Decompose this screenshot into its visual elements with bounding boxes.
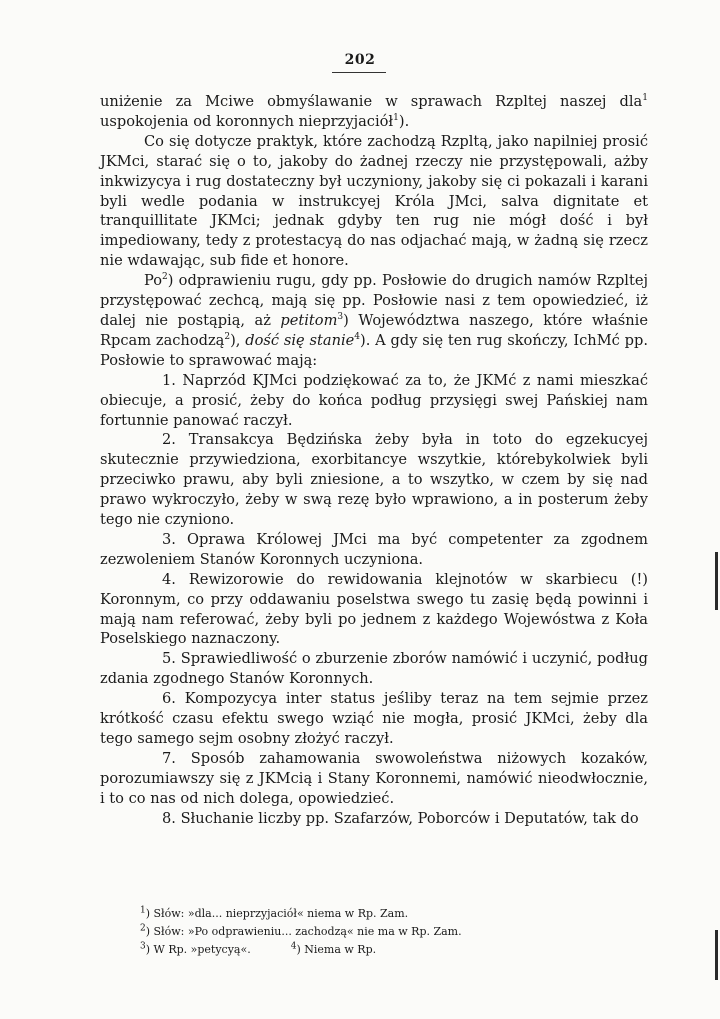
footnote-ref: 3 bbox=[337, 312, 344, 323]
footnote: $^1$) Słów: »dla... nieprzyjaciół« niema w Rp. Zam. bbox=[140, 905, 409, 920]
numbered-item: 4. Rewizorowie do rewidowania klejnotów w skarbiecu (!) Koronnym, co przy oddawaniu poselstwa swego tu zasię będą powinni i mają nam referować, żeby byli po jednem z każdego Wojewóstwa z Koła Poselskiego naznaczony. bbox=[100, 570, 648, 648]
footnote: $^2$) Słów: »Po odprawieniu... zachodzą« nie ma w Rp. Zam. bbox=[140, 923, 462, 938]
paragraph: Co się dotycze praktyk, które zachodzą Rzpltą, jako napilniej prosić JKMci, starać się o to, jakoby do żadnej rzeczy nie przystępowali, ażby inkwizycya i rug dostateczny był uczyniony, jakoby się ci pokazali i karani byli wedle podania w instrukcyej Króla JMci, salva dignitate et tranquillitate JKMci; jednak gdyby ten rug nie mógł dość i był impediowany, tedy z protestacyą do nas odjachać mają, w żadną się rzecz nie wdawając, sub fide et honore. bbox=[100, 132, 648, 270]
numbered-item: 5. Sprawiedliwość o zburzenie zborów namówić i uczynić, podług zdania zgodnego Stanów Koronnych. bbox=[100, 650, 648, 688]
paragraph-continuation: uniżenie za Mciwe obmyślawanie w sprawach Rzpltej naszej dla$^1$ uspokojenia od koronnych nieprzyjaciół$^1$). bbox=[100, 93, 648, 130]
main-text bbox=[100, 92, 648, 829]
scan-edge-mark bbox=[715, 552, 718, 610]
footnote-ref: 2 bbox=[224, 332, 231, 343]
italic-text: petitom bbox=[280, 311, 338, 329]
scan-edge-mark bbox=[715, 930, 718, 980]
header-rule bbox=[332, 72, 386, 73]
paragraph: Po$^2$) odprawieniu rugu, gdy pp. Posłowie do drugich namów Rzpltej przystępować zechcą, mają się pp. Posłowie nasi z tem opowiedzieć, iż dalej nie postąpią, aż petitom$^3$) Województwa naszego, które właśnie Rpcam zachodzą$^2$), dość się stanie$^4$). A gdy się ten rug skończy, IchMć pp. Posłowie to sprawować mają: bbox=[100, 272, 648, 369]
page-number: 202 bbox=[344, 52, 376, 68]
numbered-item: 8. Słuchanie liczby pp. Szafarzów, Poborców i Deputatów, tak do bbox=[162, 809, 639, 827]
footnote-ref: 1 bbox=[393, 113, 399, 124]
numbered-item: 6. Kompozycya inter status jeśliby teraz na tem sejmie przez krótkość czasu efektu swego wziąć nie mogła, prosić JKMci, żeby dla tego samego sejm osobny złożyć raczył. bbox=[100, 690, 648, 747]
footnotes bbox=[140, 905, 600, 959]
footnote-ref: 4 bbox=[354, 332, 361, 343]
italic-text: dość się stanie bbox=[245, 331, 355, 349]
numbered-item: 7. Sposób zahamowania swowoleństwa niżowych kozaków, porozumiawszy się z JKMcią i Stany Koronnemi, namówić nieodwłocznie, i to co nas od nich dolega, opowiedzieć. bbox=[100, 749, 648, 807]
numbered-item: 2. Transakcya Będzińska żeby była in toto do egzekucyej skutecznie przywiedziona, exorbitancye wszytkie, którebykolwiek byli przeciwko prawu, aby byli zniesione, a to wszytko, w czem by się nad prawo wykroczyło, żeby w swą rezę było wprawiono, a in posterum żeby tego nie czyniono. bbox=[100, 431, 648, 529]
footnote-ref: 2 bbox=[162, 272, 168, 283]
footnote-ref: 1 bbox=[642, 93, 648, 104]
numbered-item: 1. Naprzód KJMci podziękować za to, że JKMć z nami mieszkać obiecuje, a prosić, żeby do końca podług przysięgi swej Pańskiej nam fortunnie panować raczył. bbox=[100, 371, 648, 429]
numbered-item: 3. Oprawa Królowej JMci ma być competenter za zgodnem zezwoleniem Stanów Koronnych uczyniona. bbox=[100, 530, 648, 568]
footnote: $^3$) W Rp. »petycyą«. $^4$) Niema w Rp. bbox=[140, 941, 377, 956]
